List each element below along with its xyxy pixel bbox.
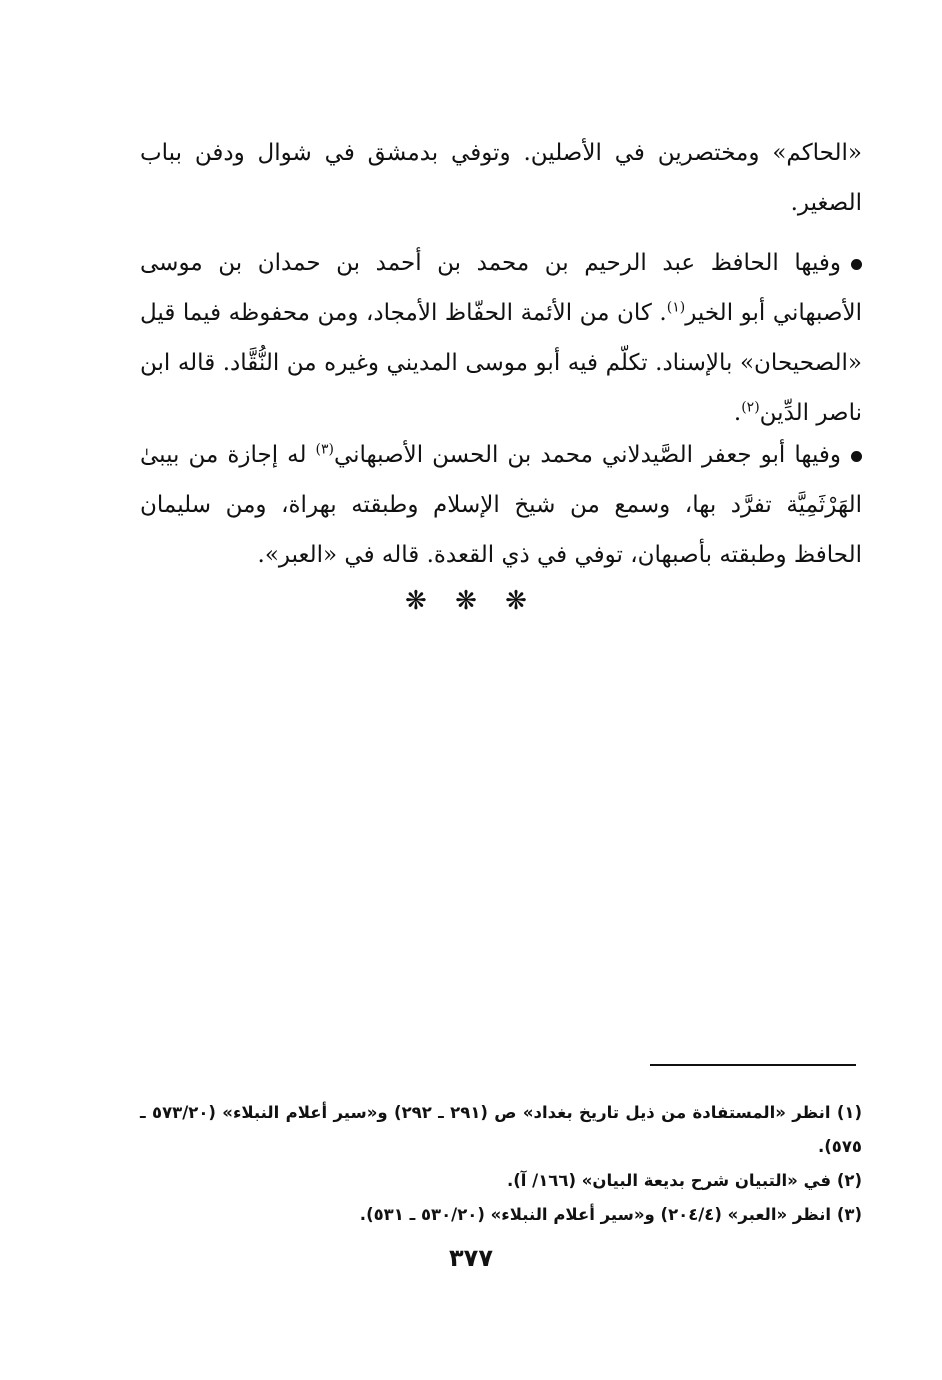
footnote-reference: (٣)	[315, 441, 334, 458]
bullet-icon	[851, 259, 862, 270]
bullet-icon	[851, 451, 862, 462]
paragraph-continuation	[140, 128, 862, 228]
paragraph-text: له إجازة من بيبىٰ الهَرْثَمِيَّة تفرَّد بها، وسمع من شيخ الإسلام وطبقته بهراة، ومن سليمان الحافظ وطبقته بأصبهان، توفي في ذي القعدة. قاله في «العبر».	[140, 442, 862, 568]
paragraph-text: .	[733, 400, 742, 426]
footnote-2: (٢) في «التبيان شرح بديعة البيان» (١٦٦/ آ).	[506, 1171, 862, 1190]
footnotes	[140, 1096, 862, 1232]
footnote-reference: (١)	[666, 299, 686, 316]
paragraph-entry-saydalani	[140, 430, 862, 580]
section-separator: ❋ ❋ ❋	[405, 586, 537, 616]
page-number: ٣٧٧	[449, 1244, 493, 1272]
paragraph-text: وفيها أبو جعفر الصَّيدلاني محمد بن الحسن الأصبهاني	[333, 442, 841, 468]
paragraph-text: وفيها الحافظ عبد الرحيم بن محمد بن أحمد بن حمدان بن موسى الأصبهاني أبو الخير	[140, 250, 862, 326]
footnote-divider	[650, 1064, 856, 1066]
paragraph-text: «الحاكم» ومختصرين في الأصلين. وتوفي بدمشق في شوال ودفن بباب الصغير.	[140, 140, 862, 216]
footnote-reference: (٢)	[741, 399, 760, 416]
footnote-1: (١) انظر «المستفادة من ذيل تاريخ بغداد» ص (٢٩١ ـ ٢٩٢) و«سير أعلام النبلاء» (٥٧٣/٢٠ ـ ٥٧٥).	[140, 1103, 863, 1156]
paragraph-entry-abdulrahim	[140, 238, 862, 438]
paragraph-text: . كان من الأئمة الحفّاظ الأمجاد، ومن محفوظه فيما قيل «الصحيحان» بالإسناد. تكلّم فيه أبو موسى المديني وغيره من النُّقَّاد. قاله ابن ناصر الدِّين	[140, 300, 862, 426]
footnote-3: (٣) انظر «العبر» (٢٠٤/٤) و«سير أعلام النبلاء» (٥٣٠/٢٠ ـ ٥٣١).	[359, 1205, 862, 1224]
